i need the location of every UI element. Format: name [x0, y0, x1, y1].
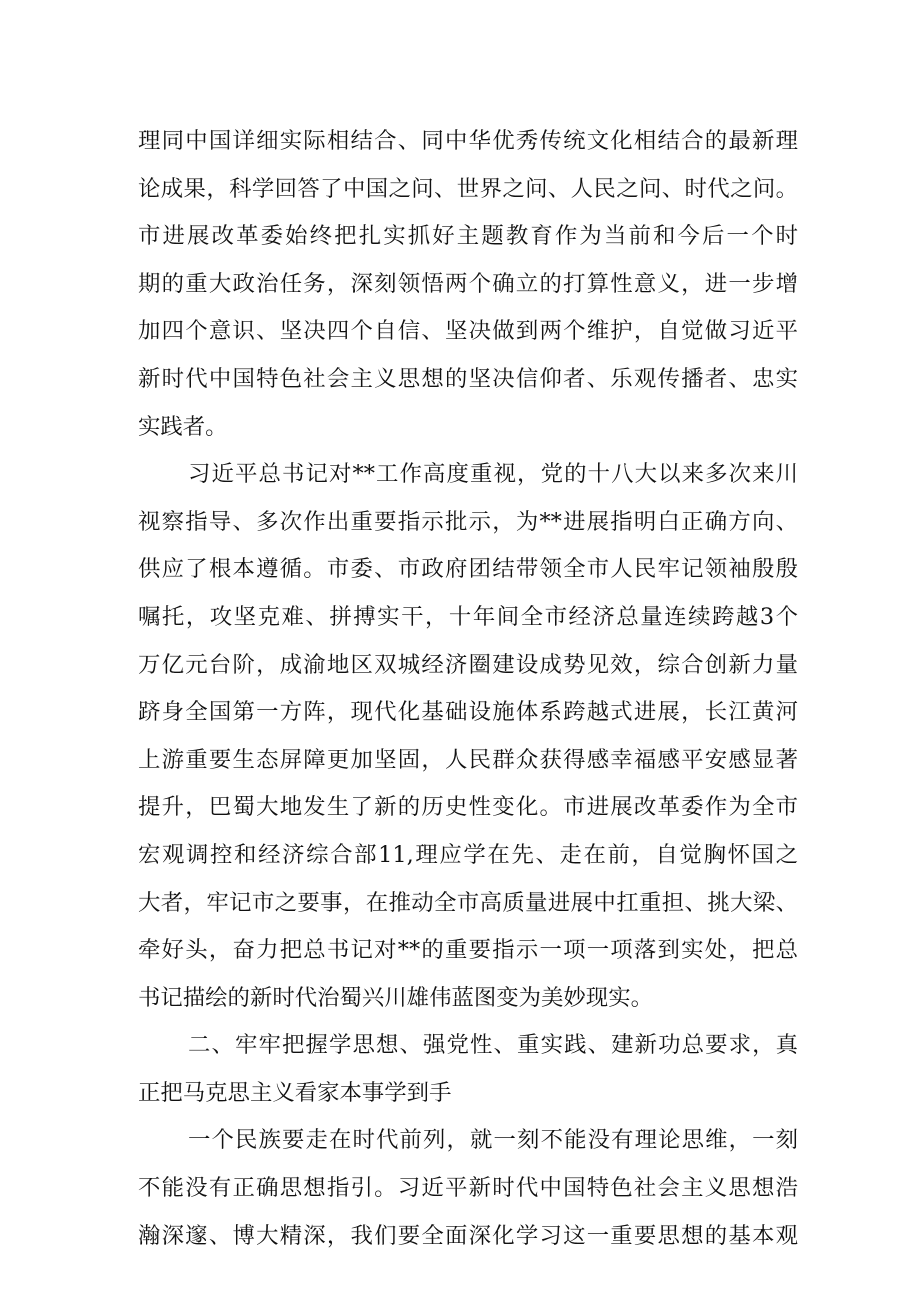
text-line: 提升，巴蜀大地发生了新的历史性变化。市进展改革委作为全市	[138, 794, 798, 821]
text-line: 书记描绘的新时代治蜀兴川雄伟蓝图变为美妙现实。	[138, 984, 653, 1011]
text-line: 论成果，科学回答了中国之问、世界之问、人民之问、时代之问。	[138, 175, 798, 202]
text-line: 跻身全国第一方阵，现代化基础设施体系跨越式进展，长江黄河	[138, 699, 798, 726]
text-line: 牵好头，奋力把总书记对**的重要指示一项一项落到实处，把总	[138, 937, 798, 964]
text-line: 上游重要生态屏障更加坚固，人民群众获得感幸福感平安感显著	[138, 746, 798, 773]
text-line: 不能没有正确思想指引。习近平新时代中国特色社会主义思想浩	[138, 1175, 798, 1202]
text-line: 嘱托，攻坚克难、拼搏实干，十年间全市经济总量连续跨越3个	[138, 603, 798, 630]
paragraph-2	[138, 451, 798, 1022]
text-line: 市进展改革委始终把扎实抓好主题教育作为当前和今后一个时	[138, 223, 798, 250]
text-line: 瀚深邃、博大精深，我们要全面深化学习这一重要思想的基本观	[138, 1222, 798, 1249]
text-line: 视察指导、多次作出重要指示批示，为**进展指明白正确方向、	[138, 508, 798, 535]
text-line: 习近平总书记对**工作高度重视，党的十八大以来多次来川	[188, 461, 798, 488]
text-line: 宏观调控和经济综合部11,理应学在先、走在前，自觉胸怀国之	[138, 841, 798, 868]
section-heading	[138, 1022, 798, 1117]
heading-line: 二、牢牢把握学思想、强党性、重实践、建新功总要求，真	[188, 1032, 798, 1059]
heading-line: 正把马克思主义看家本事学到手	[138, 1079, 452, 1106]
document-body	[138, 118, 798, 1260]
text-line: 万亿元台阶，成渝地区双城经济圈建设成势见效，综合创新力量	[138, 651, 798, 678]
text-line: 新时代中国特色社会主义思想的坚决信仰者、乐观传播者、忠实	[138, 365, 798, 392]
text-line: 实践者。	[138, 413, 228, 440]
paragraph-3	[138, 1117, 798, 1260]
text-line: 期的重大政治任务，深刻领悟两个确立的打算性意义，进一步增	[138, 270, 798, 297]
text-line: 理同中国详细实际相结合、同中华优秀传统文化相结合的最新理	[138, 128, 798, 154]
text-line: 供应了根本遵循。市委、市政府团结带领全市人民牢记领袖殷殷	[138, 556, 798, 583]
text-line: 加四个意识、坚决四个自信、坚决做到两个维护，自觉做习近平	[138, 318, 798, 345]
text-line: 大者，牢记市之要事，在推动全市高质量进展中扛重担、挑大梁、	[138, 889, 798, 916]
text-line: 一个民族要走在时代前列，就一刻不能没有理论思维，一刻	[188, 1127, 798, 1154]
paragraph-1	[138, 118, 798, 451]
